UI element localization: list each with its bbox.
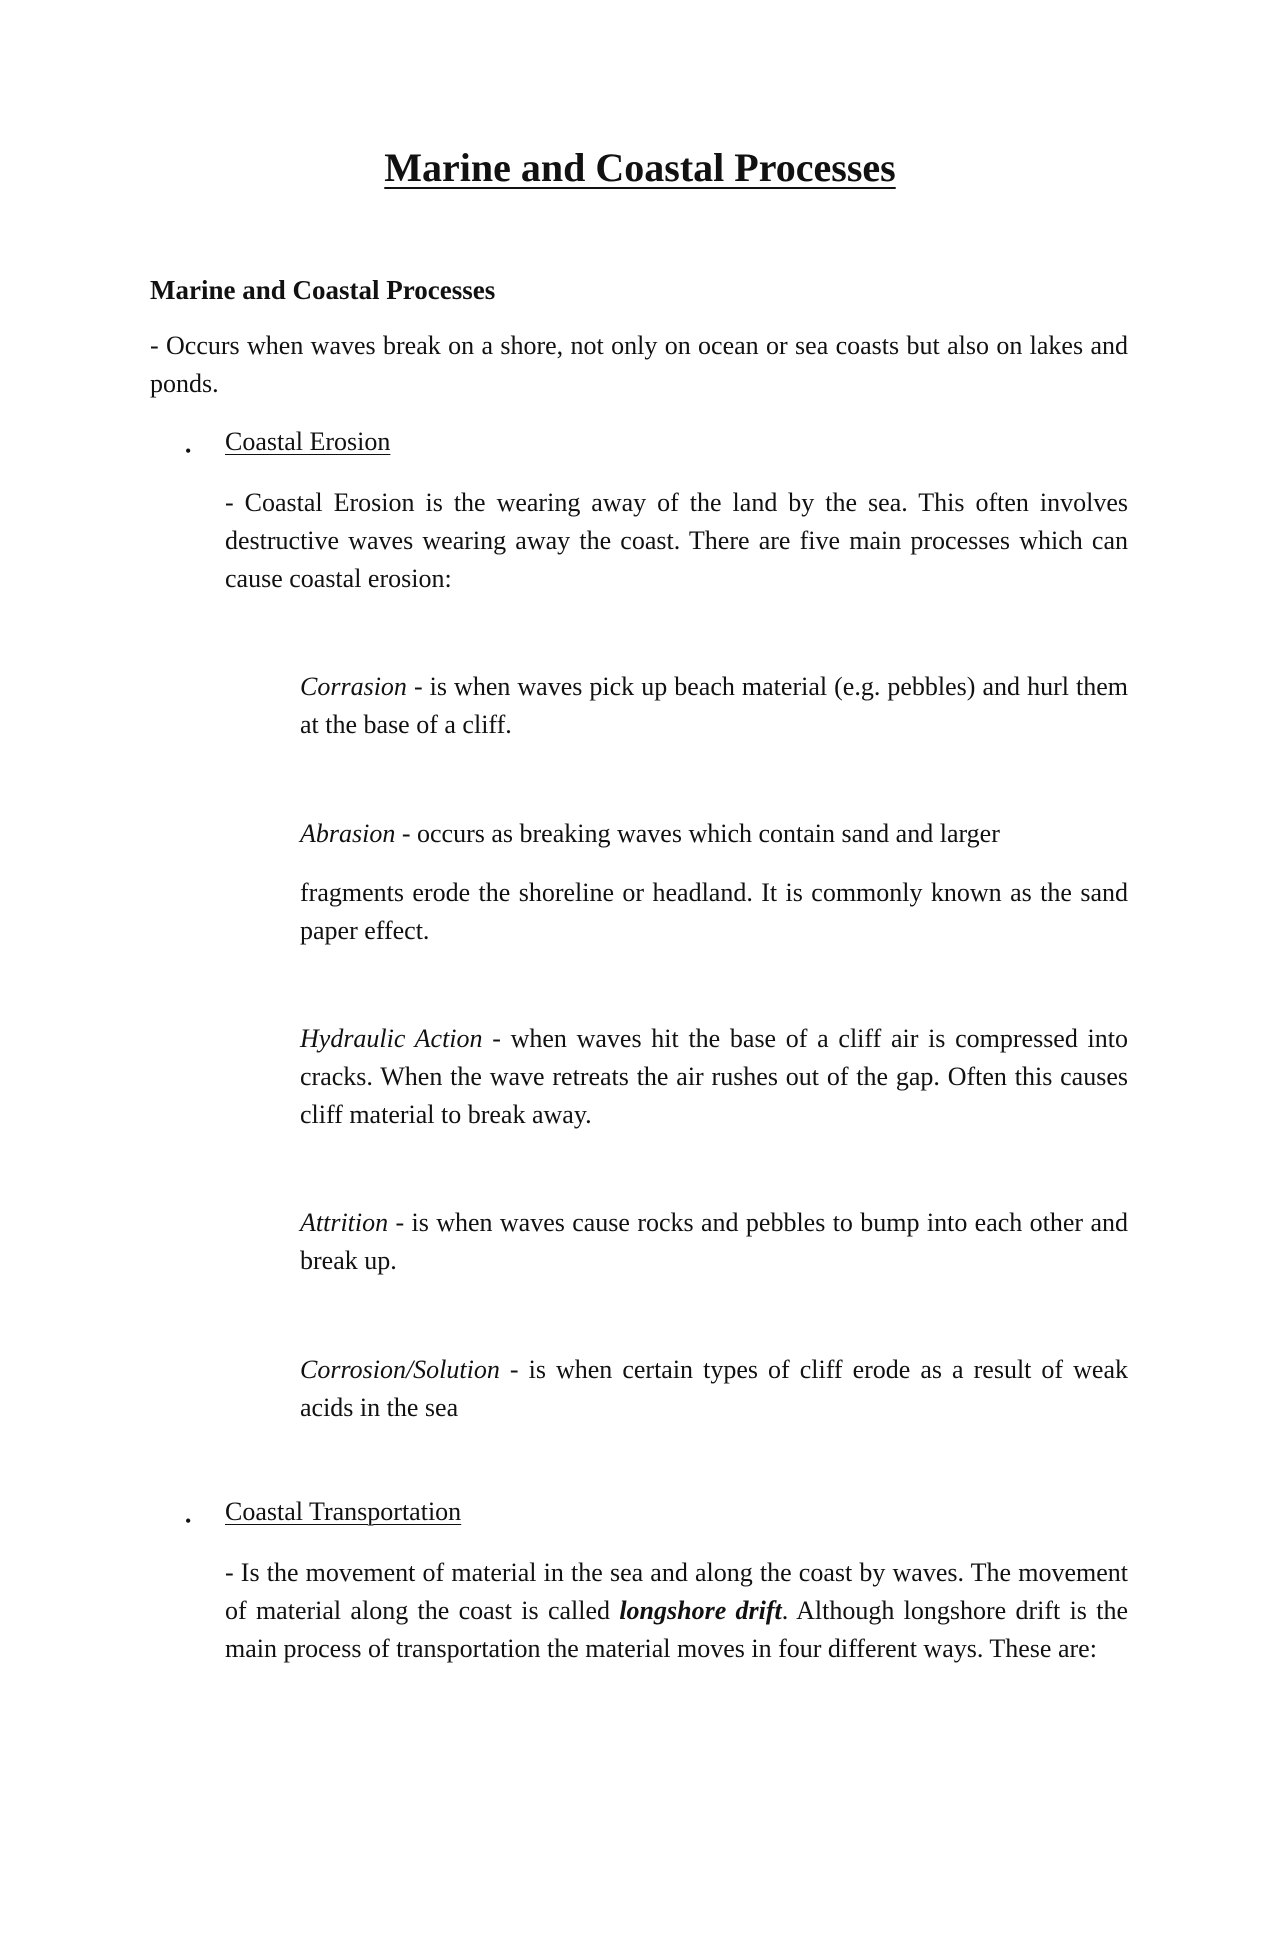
bullet-icon: • xyxy=(185,441,192,461)
process-abrasion-continuation: fragments erode the shoreline or headland. It is commonly known as the sand paper effect. xyxy=(300,878,1128,945)
key-term-longshore-drift: longshore drift xyxy=(619,1596,782,1625)
transportation-description xyxy=(225,1554,1128,1668)
process-term: Hydraulic Action xyxy=(300,1024,483,1053)
process-text: - is when waves pick up beach material (e.g. pebbles) and hurl them at the base of a cliff. xyxy=(300,672,1128,739)
transportation-text-after: . Although longshore drift is the main process of transportation the material moves in four different ways. These are: xyxy=(225,1596,1128,1663)
section-subtitle: Marine and Coastal Processes xyxy=(150,275,496,305)
erosion-heading: Coastal Erosion xyxy=(225,427,391,456)
process-text: - when waves hit the base of a cliff air is compressed into cracks. When the wave retreats the air rushes out of the gap. Often this causes cliff material to break away. xyxy=(300,1024,1128,1129)
process-abrasion xyxy=(300,815,1128,853)
page-title: Marine and Coastal Processes xyxy=(384,145,896,190)
intro-paragraph: - Occurs when waves break on a shore, not only on ocean or sea coasts but also on lakes and ponds. xyxy=(150,331,1128,398)
process-text: - occurs as breaking waves which contain sand and larger xyxy=(395,819,1000,848)
process-term: Corrosion/Solution xyxy=(300,1355,500,1384)
process-text: - is when waves cause rocks and pebbles to bump into each other and break up. xyxy=(300,1208,1128,1275)
transportation-text-before: - Is the movement of material in the sea and along the coast by waves. The movement of material along the coast is called xyxy=(225,1558,1128,1625)
process-attrition xyxy=(300,1204,1128,1280)
bullet-icon: • xyxy=(185,1511,192,1531)
process-corrasion xyxy=(300,668,1128,744)
process-hydraulic-action xyxy=(300,1020,1128,1134)
process-corrosion-solution xyxy=(300,1351,1128,1427)
erosion-description: - Coastal Erosion is the wearing away of the land by the sea. This often involves destructive waves wearing away the coast. There are five main processes which can cause coastal erosion: xyxy=(225,488,1128,593)
process-text: - is when certain types of cliff erode as a result of weak acids in the sea xyxy=(300,1355,1128,1422)
process-term: Abrasion xyxy=(300,819,396,848)
process-term: Corrasion xyxy=(300,672,407,701)
transportation-heading: Coastal Transportation xyxy=(225,1497,462,1526)
process-term: Attrition xyxy=(300,1208,389,1237)
